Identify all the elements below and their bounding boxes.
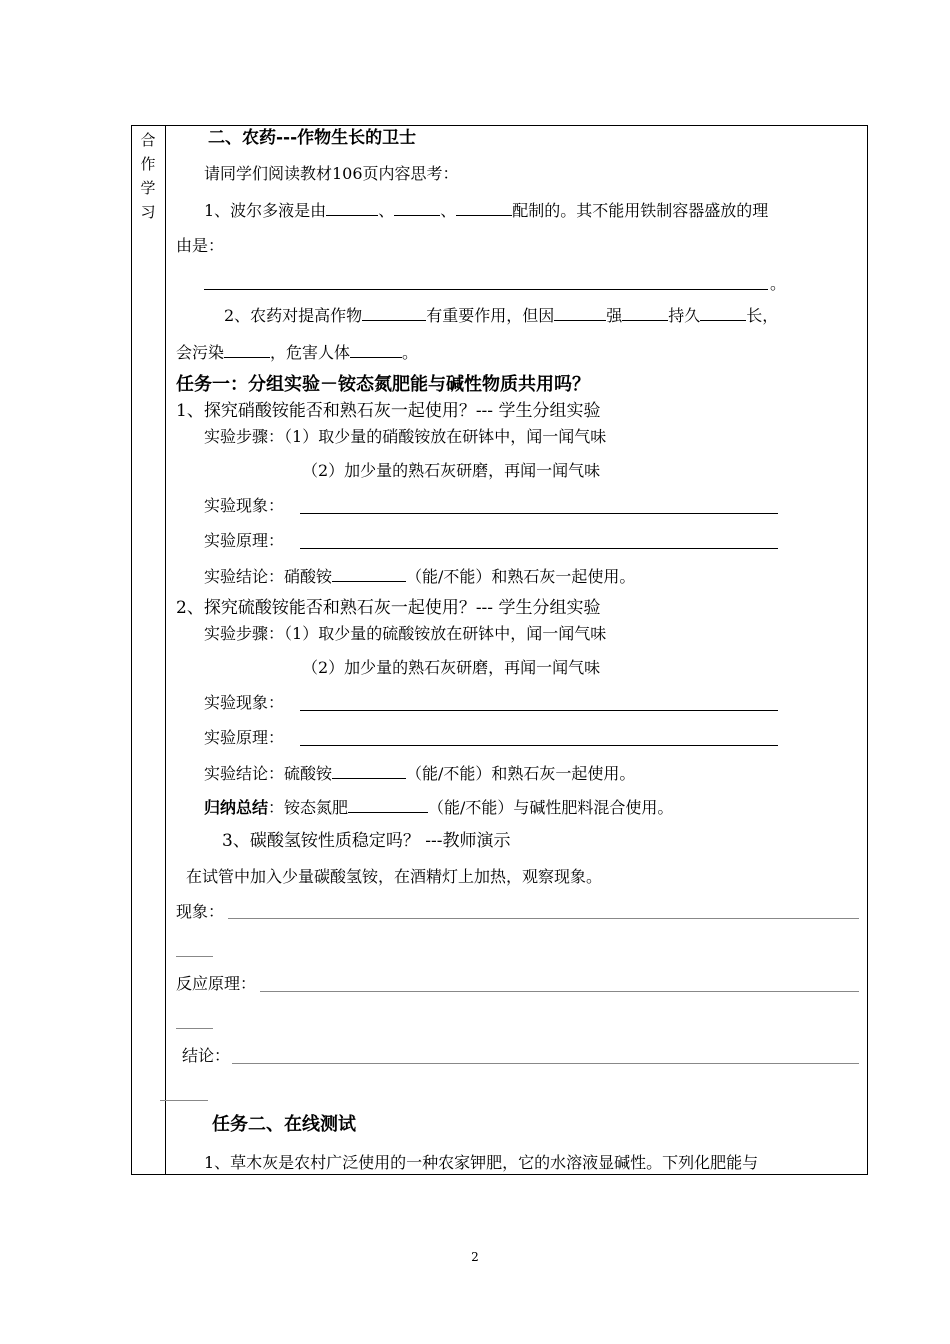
question-2-line2 <box>176 342 418 363</box>
answer-blank[interactable] <box>332 763 406 779</box>
exp1-title: 1、探究硝酸铵能否和熟石灰一起使用？--- 学生分组实验 <box>176 401 601 421</box>
answer-line[interactable] <box>228 918 859 919</box>
q1-prefix: 1、波尔多液是由 <box>204 201 327 220</box>
q2-text: 。 <box>402 343 419 362</box>
column-divider <box>165 125 166 1175</box>
answer-blank[interactable] <box>456 200 512 216</box>
answer-blank[interactable] <box>348 797 428 813</box>
answer-blank[interactable] <box>622 305 668 321</box>
q1-separator: 、 <box>378 201 395 220</box>
summary-label: 归纳总结 <box>204 798 269 817</box>
side-label-char: 作 <box>140 155 156 173</box>
exp2-steps <box>204 624 606 644</box>
section-title-pesticide: 二、农药---作物生长的卫士 <box>208 128 417 148</box>
exp3-phenomenon-label: 现象： <box>176 902 225 921</box>
answer-line[interactable] <box>300 745 778 746</box>
exp2-principle-label: 实验原理： <box>204 728 285 747</box>
answer-blank[interactable] <box>326 200 378 216</box>
q2-text: 长， <box>746 306 779 325</box>
answer-blank[interactable] <box>224 342 270 358</box>
question-2 <box>224 305 778 326</box>
side-label-char: 学 <box>140 179 156 197</box>
answer-blank[interactable] <box>554 305 606 321</box>
q2-text: ，危害人体 <box>270 343 351 362</box>
exp2-conclusion <box>204 763 635 784</box>
exp2-phenomenon-label: 实验现象： <box>204 693 285 712</box>
exp1-steps <box>204 427 606 447</box>
exp3-principle-label: 反应原理： <box>176 974 257 993</box>
table-frame <box>131 125 868 1175</box>
answer-line[interactable] <box>160 1100 208 1101</box>
answer-blank[interactable] <box>332 566 406 582</box>
question-1 <box>204 200 768 221</box>
side-label-char: 习 <box>140 203 156 221</box>
q1-continuation: 由是： <box>176 236 225 255</box>
conclusion-text: （能/不能）和熟石灰一起使用。 <box>406 764 636 783</box>
summary-text: （能/不能）与碱性肥料混合使用。 <box>428 798 674 817</box>
exp2-step-2: （2）加少量的熟石灰研磨，再闻一闻气味 <box>302 658 601 677</box>
summary-text: ：铵态氮肥 <box>268 798 349 817</box>
task2-title: 任务二、在线测试 <box>212 1114 356 1135</box>
side-label-char: 合 <box>140 131 156 149</box>
answer-line[interactable] <box>260 991 859 992</box>
q2-text: 强 <box>606 306 623 325</box>
answer-line[interactable] <box>300 710 778 711</box>
step-1: （1）取少量的硝酸铵放在研钵中，闻一闻气味 <box>284 427 607 446</box>
answer-line[interactable] <box>176 1028 213 1029</box>
intro-text: 请同学们阅读教材106页内容思考： <box>204 164 459 183</box>
conclusion-text: 实验结论：硫酸铵 <box>204 764 333 783</box>
side-label-cell <box>133 128 163 224</box>
q2-text: 会污染 <box>176 343 225 362</box>
step-label: 实验步骤： <box>204 427 285 446</box>
exp2-title: 2、探究硫酸铵能否和熟石灰一起使用？--- 学生分组实验 <box>176 598 601 618</box>
q1-separator: 、 <box>440 201 457 220</box>
q1-middle: 配制的。其不能用铁制容器盛放的理 <box>512 201 769 220</box>
q2-text: 持久 <box>668 306 701 325</box>
exp1-conclusion <box>204 566 635 587</box>
conclusion-text: 实验结论：硝酸铵 <box>204 567 333 586</box>
exp3-description: 在试管中加入少量碳酸氢铵，在酒精灯上加热，观察现象。 <box>186 867 603 886</box>
task2-question-1: 1、草木灰是农村广泛使用的一种农家钾肥，它的水溶液显碱性。下列化肥能与 <box>204 1153 759 1172</box>
q2-prefix: 2、农药对提高作物 <box>224 306 363 325</box>
exp1-step-2: （2）加少量的熟石灰研磨，再闻一闻气味 <box>302 461 601 480</box>
step-label: 实验步骤： <box>204 624 285 643</box>
answer-line[interactable] <box>300 513 778 514</box>
q1-end: 。 <box>770 274 787 293</box>
exp1-principle-label: 实验原理： <box>204 531 285 550</box>
answer-blank[interactable] <box>362 305 426 321</box>
answer-blank[interactable] <box>350 342 402 358</box>
answer-line[interactable] <box>300 548 778 549</box>
page-number: 2 <box>471 1250 479 1264</box>
answer-blank[interactable] <box>394 200 440 216</box>
exp1-phenomenon-label: 实验现象： <box>204 496 285 515</box>
exp3-title: 3、碳酸氢铵性质稳定吗？ ---教师演示 <box>222 831 511 851</box>
answer-line[interactable] <box>232 1063 859 1064</box>
step-1: （1）取少量的硫酸铵放在研钵中，闻一闻气味 <box>284 624 607 643</box>
task1-title: 任务一：分组实验－铵态氮肥能与碱性物质共用吗？ <box>176 374 590 395</box>
summary <box>204 797 673 818</box>
q2-text: 有重要作用，但因 <box>426 306 555 325</box>
conclusion-text: （能/不能）和熟石灰一起使用。 <box>406 567 636 586</box>
answer-blank[interactable] <box>700 305 746 321</box>
answer-line[interactable] <box>204 289 768 290</box>
exp3-conclusion-label: 结论： <box>182 1046 231 1065</box>
answer-line[interactable] <box>176 956 213 957</box>
